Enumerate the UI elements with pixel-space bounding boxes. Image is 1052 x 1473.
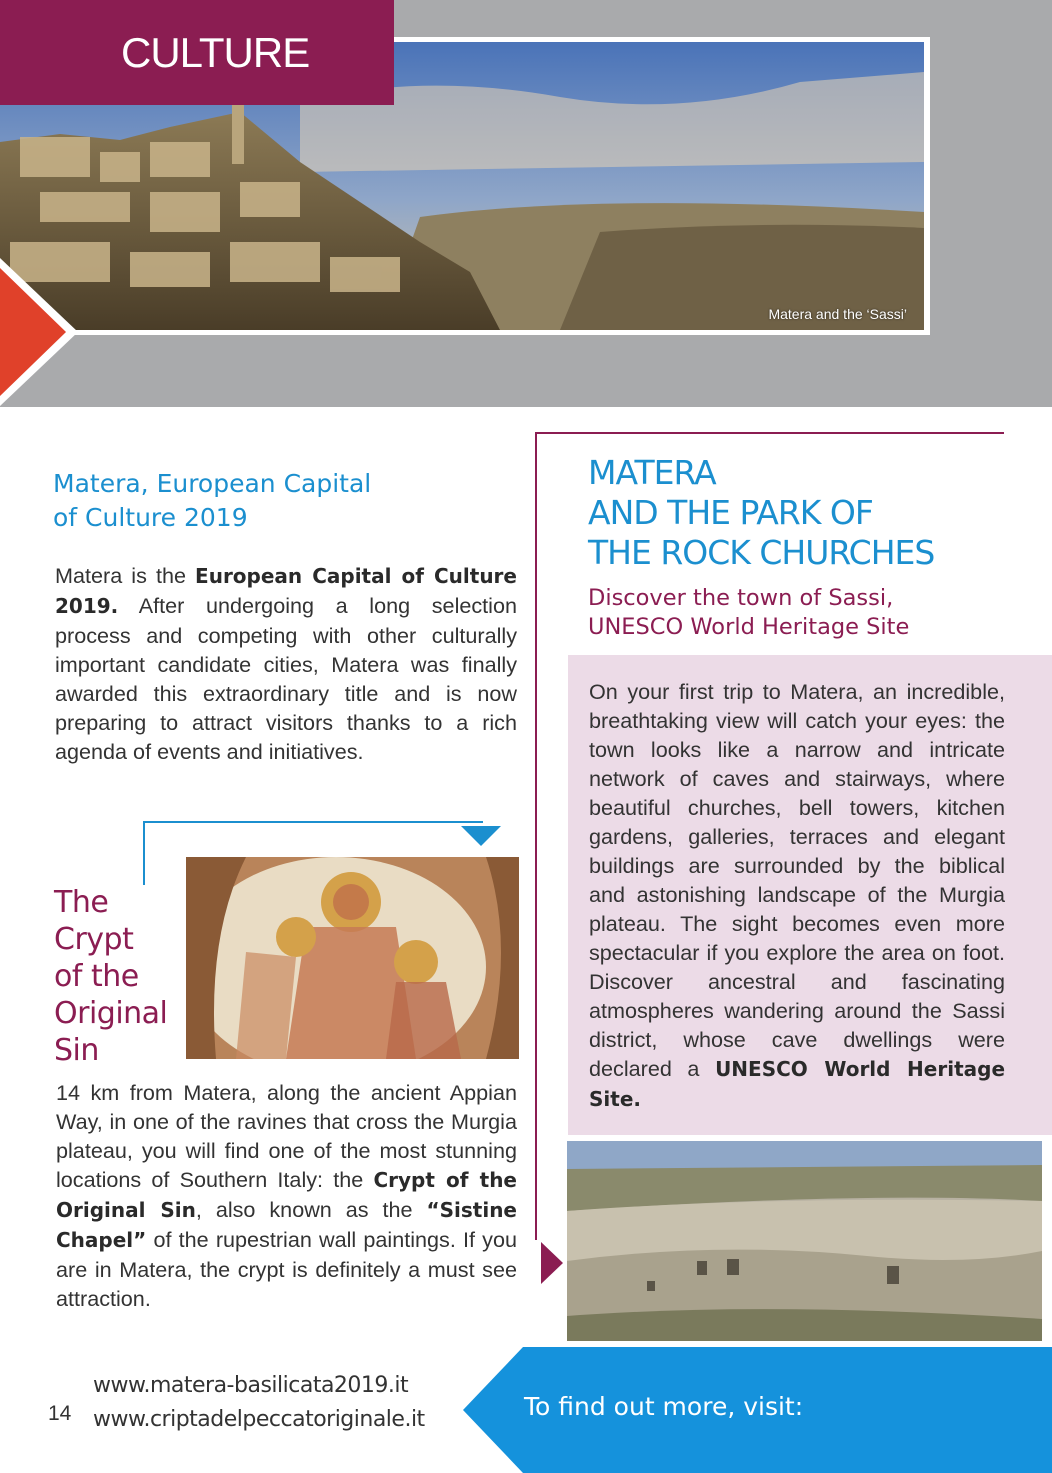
intro-text-2: After undergoing a long selection process and competing with other culturally important candidate cities, Matera was finally awarded this extraordinary title and is now preparing to attract visitors thanks to a rich agenda of events and initiatives. <box>55 593 517 764</box>
crypt-title-line: Sin <box>54 1033 99 1068</box>
crypt-title-line: The <box>54 885 109 920</box>
right-title-line: MATERA <box>588 453 716 492</box>
right-subtitle <box>588 584 1028 642</box>
visit-label: To find out more, visit: <box>524 1392 804 1421</box>
right-subtitle-line: UNESCO World Heritage Site <box>588 614 910 640</box>
right-title <box>588 453 1028 573</box>
crypt-paragraph <box>56 1078 517 1313</box>
website-link-1[interactable]: www.matera-basilicata2019.it <box>93 1373 409 1398</box>
section-label: CULTURE <box>121 28 310 76</box>
crypt-text-3: of the rupestrian wall paintings. If you are in Matera, the crypt is definitely a must see attraction. <box>56 1227 517 1311</box>
crypt-text-2: , also known as the <box>195 1197 427 1222</box>
right-subtitle-line: Discover the town of Sassi, <box>588 585 894 611</box>
crypt-title <box>54 884 184 1069</box>
website-link-2[interactable]: www.criptadelpeccatoriginale.it <box>93 1407 425 1432</box>
intro-bold-1: European Capital of Culture 2019. <box>55 564 517 618</box>
park-paragraph <box>589 677 1005 1114</box>
crypt-title-line: of the <box>54 959 139 994</box>
intro-paragraph <box>55 561 517 766</box>
crypt-title-line: Original <box>54 996 168 1031</box>
intro-text-1: Matera is the <box>55 563 196 588</box>
crypt-title-line: Crypt <box>54 922 134 957</box>
park-bold-1: UNESCO World Heritage Site. <box>589 1057 1006 1111</box>
crypt-fresco-photo <box>186 857 519 1059</box>
right-title-line: THE ROCK CHURCHES <box>588 533 935 572</box>
crypt-bold-1: Crypt of the Original Sin <box>56 1168 517 1222</box>
section-label-box <box>0 0 394 105</box>
left-heading-line2: of Culture 2019 <box>53 503 248 532</box>
park-text-1: On your first trip to Matera, an incredible, breathtaking view will catch your eyes: the town looks like a narrow and intricate network of caves and stairways, where beautiful churches, bell towers, kitchen gardens, galleries, terraces and elegant buildings are surrounded by the biblical and astonishing landscape of the Murgia plateau. The sight becomes even more spectacular if you explore the area on foot. Discover ancestral and fascinating atmospheres wandering around the Sassi district, whose cave dwellings were declared a <box>589 679 1005 1081</box>
crypt-bold-2: “Sistine Chapel” <box>56 1198 517 1252</box>
crypt-text-1: 14 km from Matera, along the ancient Appian Way, in one of the ravines that cross the Murgia plateau, you will find one of the most stunning locations of Southern Italy: the <box>56 1080 517 1192</box>
photo-caption: Matera and the ‘Sassi’ <box>768 306 907 322</box>
left-heading-line1: Matera, European Capital <box>53 469 372 498</box>
right-title-line: AND THE PARK OF <box>588 493 873 532</box>
page-number: 14 <box>48 1402 72 1425</box>
left-heading <box>53 467 473 535</box>
rock-churches-photo <box>567 1141 1042 1341</box>
red-triangle-accent <box>0 258 78 406</box>
